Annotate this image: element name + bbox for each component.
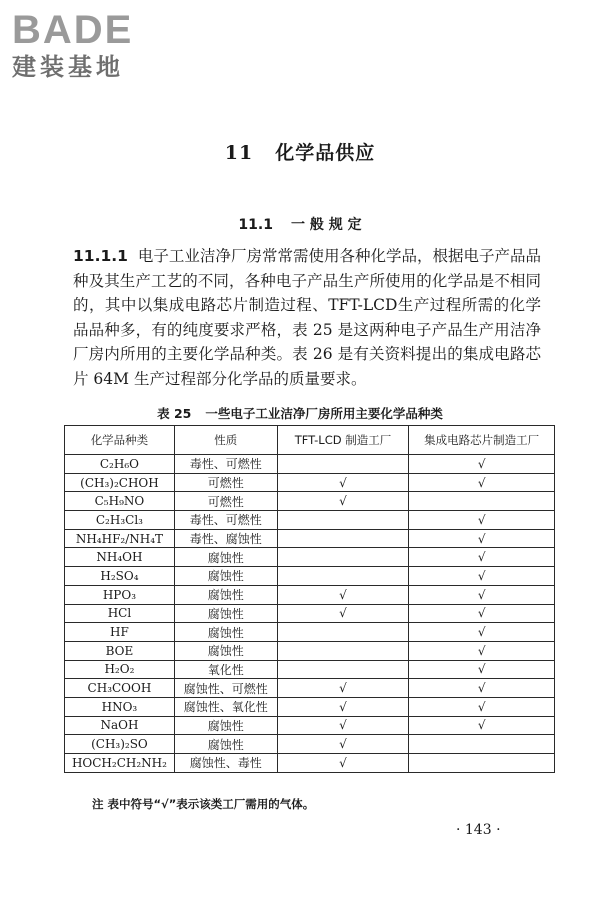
table-row [65, 623, 555, 642]
cell-tft-lcd: √ [277, 604, 409, 623]
table-row [65, 697, 555, 716]
clause-number: 11.1.1 [73, 247, 128, 265]
cell-tft-lcd: √ [277, 492, 409, 511]
table-caption [0, 404, 600, 422]
cell-property: 可燃性 [174, 492, 277, 511]
table-row [65, 641, 555, 660]
cell-ic: √ [409, 660, 555, 679]
cell-tft-lcd [277, 529, 409, 548]
cell-tft-lcd [277, 660, 409, 679]
table-row [65, 604, 555, 623]
chapter-title: 化学品供应 [275, 142, 376, 164]
table-row [65, 455, 555, 474]
cell-property: 腐蚀性、毒性 [174, 754, 277, 773]
cell-chemical: HCl [65, 604, 175, 623]
table-row [65, 585, 555, 604]
cell-chemical: C₂H₃Cl₃ [65, 511, 175, 530]
cell-tft-lcd [277, 641, 409, 660]
cell-ic: √ [409, 697, 555, 716]
table-row [65, 492, 555, 511]
chemicals-table [64, 425, 555, 773]
cell-property: 腐蚀性、可燃性 [174, 679, 277, 698]
cell-tft-lcd [277, 548, 409, 567]
cell-ic: √ [409, 548, 555, 567]
table-row [65, 529, 555, 548]
cell-tft-lcd: √ [277, 754, 409, 773]
table-caption-number: 表 25 [157, 406, 192, 421]
cell-chemical: C₂H₆O [65, 455, 175, 474]
chapter-number: 11 [224, 142, 254, 164]
table-row [65, 567, 555, 586]
cell-property: 毒性、可燃性 [174, 455, 277, 474]
logo-subtitle: 建装基地 [12, 53, 124, 81]
cell-tft-lcd: √ [277, 473, 409, 492]
header-ic: 集成电路芯片制造工厂 [409, 426, 555, 455]
cell-tft-lcd: √ [277, 585, 409, 604]
cell-ic [409, 492, 555, 511]
cell-tft-lcd: √ [277, 716, 409, 735]
cell-property: 毒性、腐蚀性 [174, 529, 277, 548]
cell-ic [409, 754, 555, 773]
cell-property: 毒性、可燃性 [174, 511, 277, 530]
cell-tft-lcd: √ [277, 697, 409, 716]
body-paragraph [73, 244, 541, 392]
cell-property: 腐蚀性 [174, 567, 277, 586]
cell-chemical: NH₄OH [65, 548, 175, 567]
section-heading [0, 214, 600, 234]
logo-wordmark: BADE [12, 8, 134, 52]
cell-ic: √ [409, 529, 555, 548]
paragraph-text: 电子工业洁净厂房常常需使用各种化学品，根据电子产品品种及其生产工艺的不同，各种电子产品生产所使用的化学品是不相同的，其中以集成电路芯片制造过程、TFT-LCD生产过程所需的化学品品种多，有的纯度要求严格，表 25 是这两种电子产品生产用洁净厂房内所用的主要化学品种类。表 26 是有关资料提出的集成电路芯片 64M 生产过程部分化学品的质量要求。 [73, 247, 541, 388]
table-header-row [65, 426, 555, 455]
cell-property: 腐蚀性 [174, 735, 277, 754]
cell-chemical: HPO₃ [65, 585, 175, 604]
cell-tft-lcd [277, 511, 409, 530]
table-row [65, 660, 555, 679]
table-row [65, 548, 555, 567]
cell-ic: √ [409, 679, 555, 698]
table-row [65, 679, 555, 698]
cell-ic: √ [409, 585, 555, 604]
table-caption-title: 一些电子工业洁净厂房所用主要化学品种类 [205, 406, 443, 421]
publisher-logo [12, 8, 133, 82]
table-note: 注 表中符号“√”表示该类工厂需用的气体。 [92, 797, 315, 811]
table-row [65, 511, 555, 530]
cell-property: 腐蚀性 [174, 716, 277, 735]
cell-property: 腐蚀性 [174, 548, 277, 567]
cell-property: 腐蚀性 [174, 585, 277, 604]
section-number: 11.1 [238, 217, 273, 233]
cell-ic: √ [409, 604, 555, 623]
cell-chemical: HOCH₂CH₂NH₂ [65, 754, 175, 773]
cell-tft-lcd [277, 455, 409, 474]
cell-ic: √ [409, 641, 555, 660]
cell-ic: √ [409, 623, 555, 642]
header-property: 性质 [174, 426, 277, 455]
cell-property: 可燃性 [174, 473, 277, 492]
cell-tft-lcd: √ [277, 735, 409, 754]
cell-ic: √ [409, 455, 555, 474]
cell-chemical: BOE [65, 641, 175, 660]
cell-chemical: NH₄HF₂/NH₄T [65, 529, 175, 548]
cell-chemical: HNO₃ [65, 697, 175, 716]
header-chemical: 化学品种类 [65, 426, 175, 455]
cell-chemical: NaOH [65, 716, 175, 735]
cell-chemical: C₅H₉NO [65, 492, 175, 511]
section-title: 一 般 规 定 [290, 217, 362, 233]
cell-chemical: H₂SO₄ [65, 567, 175, 586]
cell-property: 腐蚀性 [174, 604, 277, 623]
cell-tft-lcd [277, 623, 409, 642]
cell-ic: √ [409, 567, 555, 586]
cell-tft-lcd: √ [277, 679, 409, 698]
cell-ic: √ [409, 716, 555, 735]
cell-property: 腐蚀性、氧化性 [174, 697, 277, 716]
chapter-heading [0, 138, 600, 165]
cell-property: 腐蚀性 [174, 641, 277, 660]
cell-ic: √ [409, 511, 555, 530]
cell-chemical: HF [65, 623, 175, 642]
cell-tft-lcd [277, 567, 409, 586]
cell-chemical: (CH₃)₂CHOH [65, 473, 175, 492]
page-number: · 143 · [456, 822, 501, 838]
table-row [65, 473, 555, 492]
table-row [65, 754, 555, 773]
cell-chemical: CH₃COOH [65, 679, 175, 698]
cell-ic [409, 735, 555, 754]
table-row [65, 735, 555, 754]
cell-ic: √ [409, 473, 555, 492]
header-tft-lcd: TFT-LCD 制造工厂 [277, 426, 409, 455]
cell-chemical: H₂O₂ [65, 660, 175, 679]
cell-property: 腐蚀性 [174, 623, 277, 642]
table-row [65, 716, 555, 735]
cell-property: 氧化性 [174, 660, 277, 679]
cell-chemical: (CH₃)₂SO [65, 735, 175, 754]
